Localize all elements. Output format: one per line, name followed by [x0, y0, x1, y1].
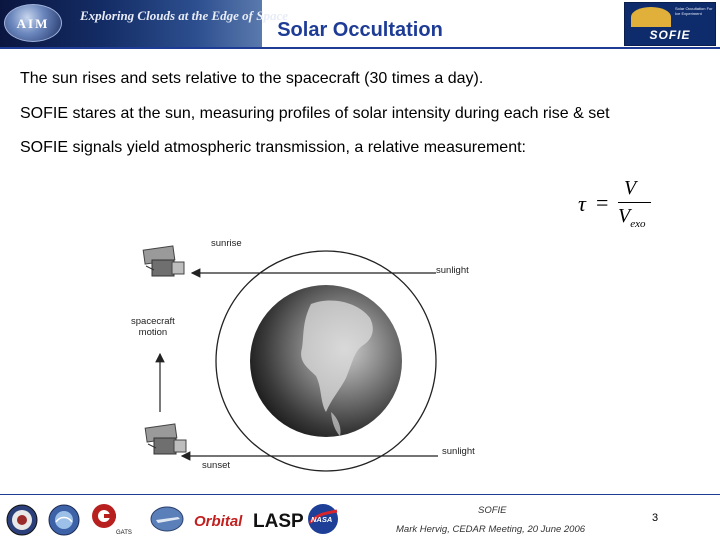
- formula-denominator-sub: exo: [630, 218, 646, 230]
- sponsor-logos: [0, 498, 380, 538]
- footer-divider: [0, 494, 720, 495]
- sofie-logo: [624, 2, 716, 46]
- label-sunset: sunset: [202, 460, 230, 471]
- aim-banner: [0, 0, 289, 48]
- label-sunrise: sunrise: [211, 238, 242, 249]
- occultation-diagram-graphic: [126, 222, 492, 488]
- gats-logo: [90, 502, 130, 536]
- header-divider: [0, 47, 720, 49]
- slide-title: Solar Occultation: [277, 19, 443, 41]
- formula-numerator: V: [624, 177, 637, 199]
- sofie-logo-caption: Solar Occultation For Ice Experiment: [675, 6, 713, 16]
- formula-tau: τ: [578, 191, 586, 216]
- university-seal-icon: [6, 504, 38, 536]
- body-line-1: The sun rises and sets relative to the spacecraft (30 times a day).: [20, 70, 484, 87]
- formula-equals: =: [596, 190, 609, 215]
- label-sunlight-top: sunlight: [436, 265, 469, 276]
- page-number: 3: [652, 512, 659, 524]
- banner-tagline: Exploring Clouds at the Edge of Space: [80, 8, 289, 23]
- footer-title: SOFIE: [478, 505, 507, 516]
- sofie-sun-arc-icon: [631, 7, 671, 27]
- occultation-diagram: [126, 222, 492, 488]
- aircraft-logo: [150, 506, 184, 532]
- orbital-logo-text: Orbital: [194, 513, 243, 530]
- body-line-2: SOFIE stares at the sun, measuring profiles of solar intensity during each rise & set: [20, 105, 610, 122]
- lasp-logo-text: LASP: [253, 511, 304, 532]
- transmission-formula: [578, 177, 668, 237]
- formula-denominator-v: V: [618, 205, 631, 227]
- formula-denominator: [618, 205, 645, 230]
- nasa-logo: [306, 503, 340, 535]
- label-sunlight-bottom: sunlight: [442, 446, 475, 457]
- aim-logo: [4, 4, 62, 42]
- label-motion-line-1: spacecraft: [131, 316, 175, 327]
- aim-logo-text: AIM: [16, 16, 50, 31]
- gats-logo-text: GATS: [116, 530, 132, 536]
- label-spacecraft-motion: [131, 316, 175, 338]
- satellite-sunrise-icon: [143, 246, 184, 276]
- satellite-sunset-icon: [145, 424, 186, 454]
- footer-subtitle: Mark Hervig, CEDAR Meeting, 20 June 2006: [396, 524, 586, 535]
- orbital-logo: [192, 508, 248, 532]
- sofie-logo-text: SOFIE: [649, 28, 691, 42]
- body-line-3: SOFIE signals yield atmospheric transmission, a relative measurement:: [20, 139, 526, 156]
- lasp-logo: [252, 506, 304, 532]
- formula-fraction-bar: [618, 202, 651, 203]
- slide-header: [0, 0, 720, 50]
- label-motion-line-2: motion: [138, 327, 168, 338]
- lab-seal-icon: [48, 504, 80, 536]
- nasa-logo-text: NASA: [311, 515, 333, 524]
